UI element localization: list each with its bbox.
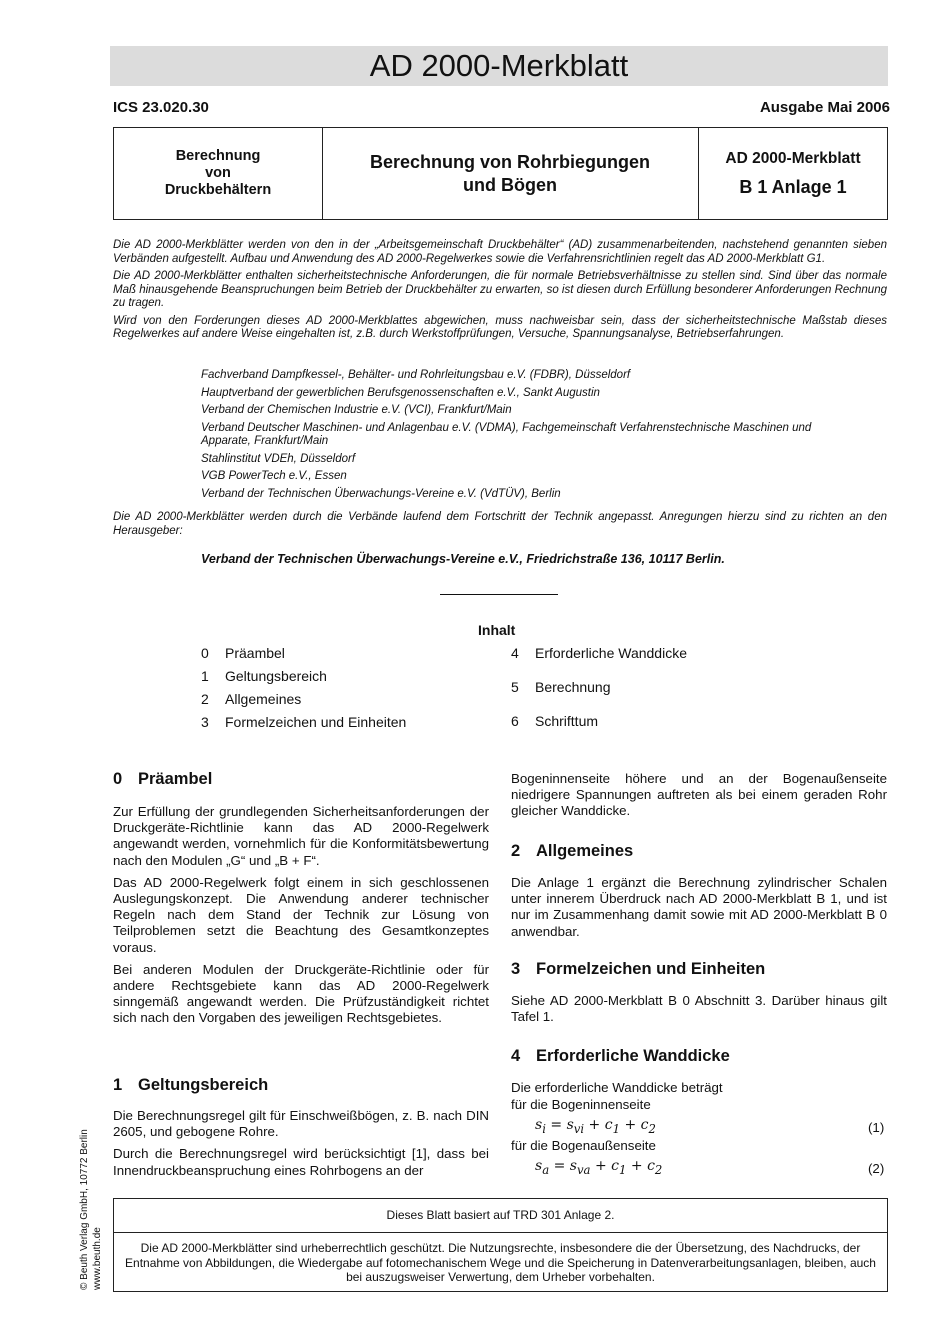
adaptation-note: Die AD 2000-Merkblätter werden durch die Verbände laufend dem Fortschritt der Technik angepasst. Anregungen hierzu sind zu richten an den Herausgeber:	[113, 511, 887, 537]
association-item: Verband Deutscher Maschinen- und Anlagenbau e.V. (VDMA), Fachgemeinschaft Verfahrenstechnische Maschinen und Apparate, Frankfurt/Main	[201, 421, 812, 447]
category-line: Berechnung	[175, 148, 261, 164]
toc-number: 0	[201, 645, 209, 661]
toc-number: 4	[511, 645, 519, 661]
toc-label: Berechnung	[535, 679, 611, 695]
body-paragraph: Die Anlage 1 ergänzt die Berechnung zylindrischer Schalen unter innerem Überdruck nach AD 2000-Merkblatt B 1, und ist nur im Zusammenhang damit sowie mit AD 2000-Merkblatt B 0 anwendbar.	[511, 875, 887, 939]
category-line: Druckbehältern	[164, 182, 272, 198]
section-heading	[113, 770, 212, 789]
intro-paragraph: Die AD 2000-Merkblätter enthalten sicherheitstechnische Anforderungen, die für normale Betriebsverhältnisse zu stellen sind. Sind über das normale Maß hinausgehende Beanspruchungen beim Betrieb der Druckbehälter zu erwarten, so ist diesen durch Erfüllung besonderer Anforderungen Rechnung zu tragen.	[113, 270, 887, 309]
toc-label: Allgemeines	[225, 691, 302, 707]
association-item: Stahlinstitut VDEh, Düsseldorf	[201, 452, 356, 465]
inner-side-label: für die Bogeninnenseite	[511, 1097, 651, 1112]
toc-label: Geltungsbereich	[225, 668, 327, 684]
body-paragraph: Das AD 2000-Regelwerk folgt einem in sich geschlossenen Auslegungskonzept. Die Anwendung anderer technischer Regeln nach dem Stand der Technik zur Lösung von Teilproblemen setzt die Beachtung des Gesamtkonzeptes voraus.	[113, 874, 489, 955]
section-heading	[511, 842, 633, 861]
section-title: Formelzeichen und Einheiten	[536, 960, 766, 978]
toc-number: 3	[201, 714, 209, 730]
publisher-sidebar	[78, 1129, 104, 1290]
toc-label: Formelzeichen und Einheiten	[225, 714, 407, 730]
category-line: von	[205, 165, 231, 181]
section-title: Geltungsbereich	[138, 1076, 269, 1094]
title-box	[113, 127, 888, 220]
equation-inner: $s_i = s_{vi} + c_1 + c_2$	[535, 1117, 656, 1136]
document-series: AD 2000-Merkblatt	[725, 149, 861, 167]
toc-number: 2	[201, 691, 209, 707]
association-item: Hauptverband der gewerblichen Berufsgenossenschaften e.V., Sankt Augustin	[201, 386, 600, 399]
section-title: Präambel	[138, 770, 213, 788]
section-title: Allgemeines	[536, 842, 634, 860]
intro-paragraph: Wird von den Forderungen dieses AD 2000-Merkblattes abgewichen, muss nachweisbar sein, dass der sicherheitstechnische Maßstab dieses Regelwerkes auf andere Weise eingehalten ist, z.B. durch Werkstoffprüfungen, Versuche, Spannungsanalyse, Betriebserfahrungen.	[113, 314, 887, 340]
section-body	[511, 875, 887, 946]
body-paragraph: Durch die Berechnungsregel wird berücksichtigt [1], dass bei Innendruckbeanspruchung eines Rohrbogens an der	[113, 1146, 489, 1178]
section-body	[113, 1108, 489, 1185]
section-number: 1	[113, 1076, 123, 1094]
body-paragraph: Bei anderen Modulen der Druckgeräte-Richtlinie oder für andere Rechtsgebiete kann das AD 2000-Regelwerk sinngemäß angewandt werden. Die Prüfzuständigkeit richtet sich nach den Vorgaben des jeweiligen Rechtsgebietes.	[113, 961, 489, 1026]
body-paragraph: Bogeninnenseite höhere und an der Bogenaußenseite niedrigere Spannungen auftreten als bei einem geraden Rohr gleicher Wanddicke.	[511, 771, 887, 819]
publisher-address: Verband der Technischen Überwachungs-Vereine e.V., Friedrichstraße 136, 10117 Berlin.	[201, 552, 725, 566]
section-heading	[113, 1076, 268, 1095]
toc-label: Schrifttum	[535, 713, 599, 729]
section-body-continued	[511, 771, 887, 826]
document-number: B 1 Anlage 1	[739, 176, 847, 197]
intro-paragraph: Die AD 2000-Merkblätter werden von den in der „Arbeitsgemeinschaft Druckbehälter“ (AD) zusammenarbeitenden, nachstehend genannten sieben Verbänden aufgestellt. Aufbau und Anwendung des AD 2000-Regelwerkes sowie die Verfahrensrichtlinien regelt das AD 2000-Merkblatt G1.	[113, 239, 887, 265]
equation-outer: $s_a = s_{va} + c_1 + c_2$	[535, 1158, 663, 1177]
association-item: Fachverband Dampfkessel-, Behälter- und Rohrleitungsbau e.V. (FDBR), Düsseldorf	[201, 369, 631, 381]
document-title	[322, 128, 699, 219]
footer-basis: Dieses Blatt basiert auf TRD 301 Anlage 2.	[114, 1199, 887, 1233]
section-heading	[511, 1047, 730, 1066]
section-heading	[511, 960, 765, 979]
association-list	[201, 369, 861, 505]
wall-thickness-intro: Die erforderliche Wanddicke beträgt	[511, 1080, 723, 1095]
edition-date: Ausgabe Mai 2006	[759, 99, 890, 116]
body-paragraph: Siehe AD 2000-Merkblatt B 0 Abschnitt 3. Darüber hinaus gilt Tafel 1.	[511, 993, 887, 1025]
toc-number: 6	[511, 713, 519, 729]
toc-label: Erforderliche Wanddicke	[535, 645, 687, 661]
section-number: 3	[511, 960, 521, 978]
footer-copyright: Die AD 2000-Merkblätter sind urheberrechtlich geschützt. Die Nutzungsrechte, insbesondere die der Übersetzung, des Nachdrucks, der Entnahme von Abbildungen, die Wiedergabe auf fotomechanischem Wege und die Speicherung in Datenverarbeitungsanlagen, bleiben, auch bei auszugsweiser Verwertung, dem Urheber vorbehalten.	[125, 1241, 876, 1284]
document-banner: AD 2000-Merkblatt	[110, 46, 888, 86]
equation-number: (1)	[868, 1120, 885, 1135]
equation-number: (2)	[868, 1161, 885, 1176]
intro-text	[113, 239, 887, 346]
footer-box	[113, 1198, 888, 1292]
separator-line	[440, 594, 558, 595]
outer-side-label: für die Bogenaußenseite	[511, 1138, 656, 1153]
section-body	[511, 993, 887, 1031]
sidebar-copyright: © Beuth Verlag GmbH, 10772 Berlin	[79, 1129, 90, 1290]
toc-label: Präambel	[225, 645, 285, 661]
section-number: 0	[113, 770, 123, 788]
toc-number: 5	[511, 679, 519, 695]
toc-title: Inhalt	[478, 622, 516, 638]
ics-code: ICS 23.020.30	[113, 99, 209, 116]
document-title-line: Berechnung von Rohrbiegungen	[369, 151, 650, 172]
document-id	[699, 128, 887, 219]
section-number: 2	[511, 842, 521, 860]
body-paragraph: Zur Erfüllung der grundlegenden Sicherheitsanforderungen der Druckgeräte-Richtlinie kann das AD 2000-Regelwerk angewandt werden, vornehmlich für die Konformitätsbewertung nach den Modulen „G“ und „B + F“.	[113, 804, 489, 868]
section-body	[113, 804, 489, 1033]
title-box-category	[114, 128, 323, 219]
association-item: Verband der Technischen Überwachungs-Vereine e.V. (VdTÜV), Berlin	[201, 487, 561, 500]
section-number: 4	[511, 1047, 521, 1065]
document-title-line: und Bögen	[463, 174, 557, 195]
toc-number: 1	[201, 668, 209, 684]
association-item: Verband der Chemischen Industrie e.V. (VCI), Frankfurt/Main	[201, 404, 512, 416]
body-paragraph: Die Berechnungsregel gilt für Einschweißbögen, z. B. nach DIN 2605, und gebogene Rohre.	[113, 1108, 489, 1140]
sidebar-url: www.beuth.de	[92, 1227, 103, 1290]
association-item: VGB PowerTech e.V., Essen	[201, 470, 347, 482]
section-title: Erforderliche Wanddicke	[536, 1047, 730, 1065]
